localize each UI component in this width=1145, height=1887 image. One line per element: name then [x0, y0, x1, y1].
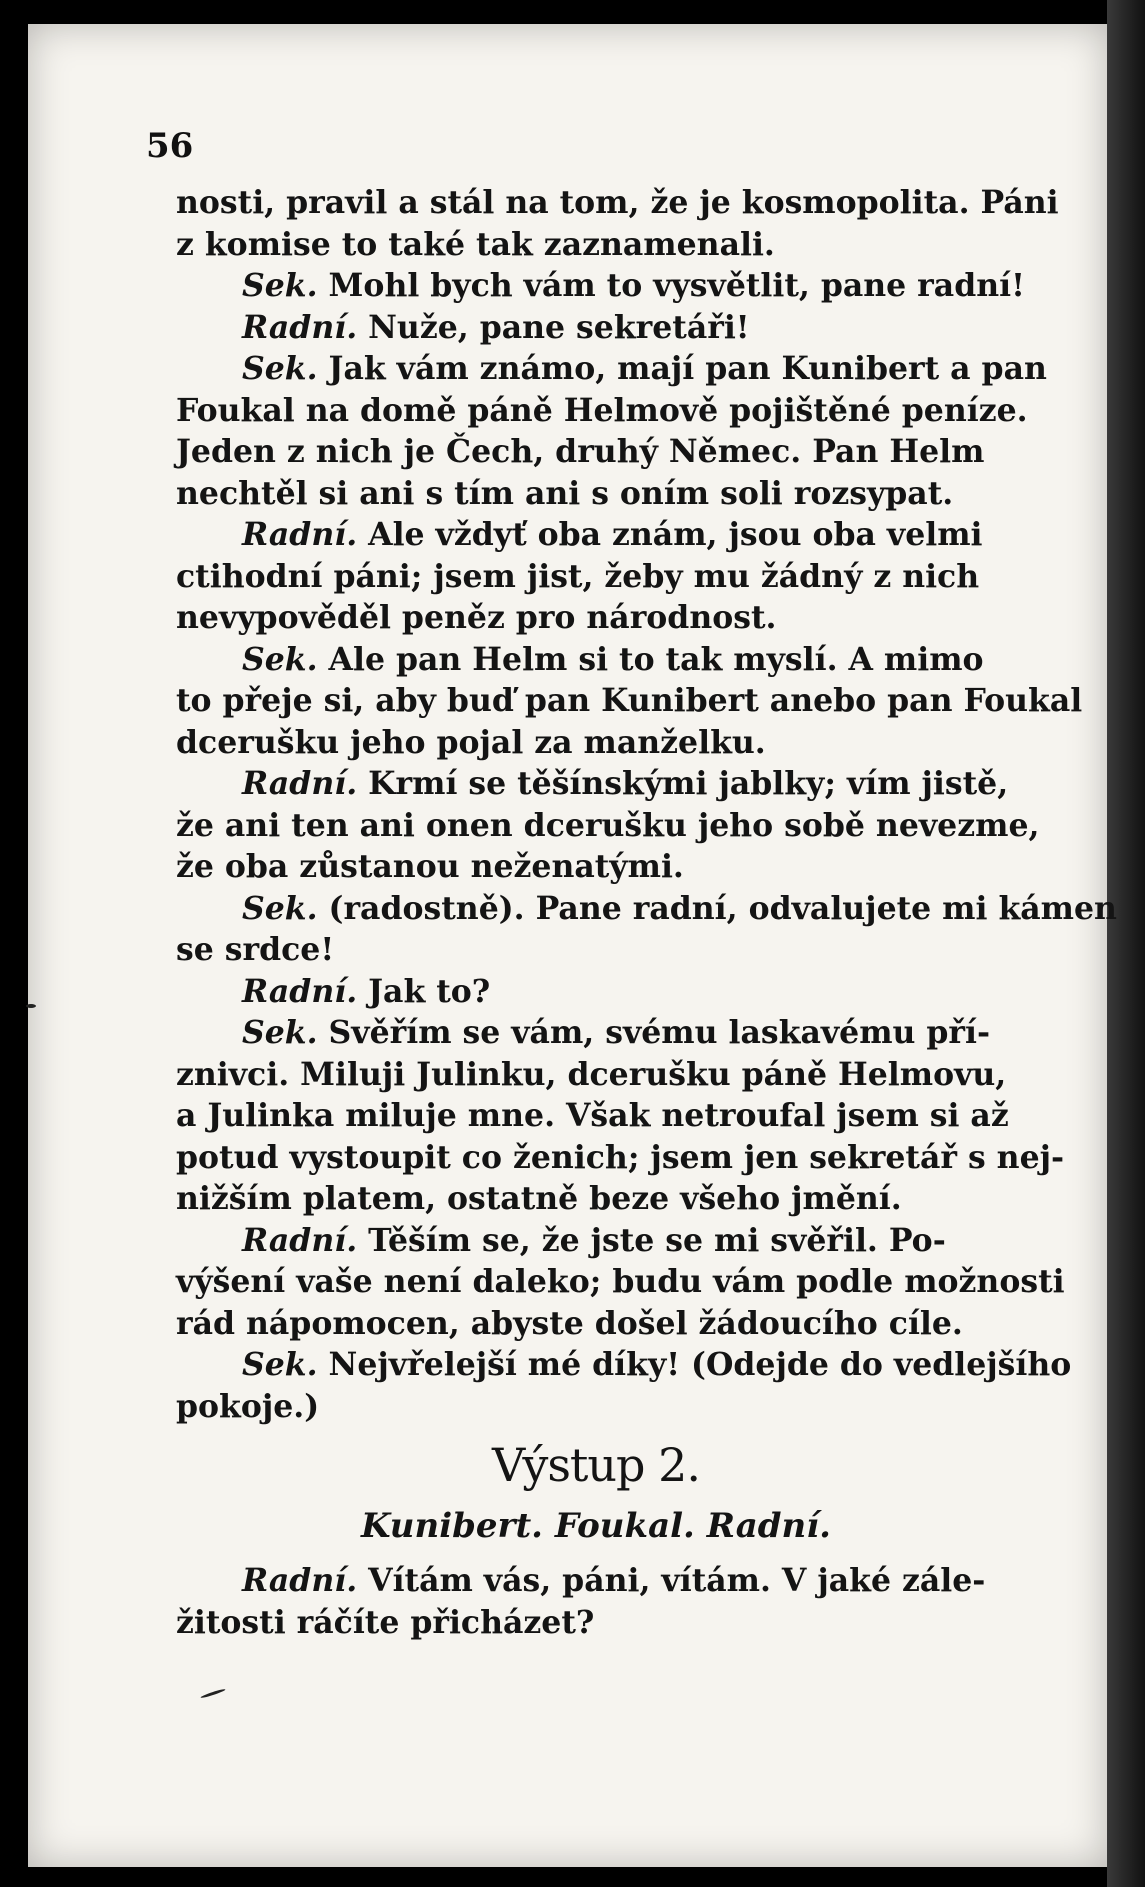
speaker-name: Radní. — [242, 1221, 358, 1259]
speaker-name: Sek. — [242, 889, 318, 927]
text-line — [176, 1095, 1016, 1137]
text-line — [176, 1220, 1016, 1262]
line-text: Nejvřelejší mé díky! (Odejde do vedlejšího — [317, 1346, 1072, 1383]
line-text: Jeden z nich je Čech, druhý Němec. Pan Helm — [176, 433, 985, 470]
dialogue-text — [176, 182, 1117, 1427]
text-line — [176, 888, 1117, 930]
text-line — [176, 597, 1016, 639]
line-text: nechtěl si ani s tím ani s oním soli rozsypat. — [176, 474, 954, 512]
line-text: a Julinka miluje mne. Však netroufal jsem si až — [176, 1097, 1009, 1134]
line-text: Foukal na domě páně Helmově pojištěné peníze. — [176, 391, 1028, 429]
text-line — [176, 1178, 1016, 1220]
text-line — [176, 265, 1025, 307]
text-line — [176, 473, 1016, 515]
text-line — [176, 763, 1016, 805]
line-text: že oba zůstanou neženatými. — [176, 848, 684, 885]
speaker-name: Radní. — [242, 972, 358, 1010]
text-line — [176, 722, 1016, 764]
line-text: žitosti ráčíte přicházet? — [176, 1603, 595, 1641]
text-line — [176, 1303, 1016, 1345]
line-text: Mohl bych vám to vysvětlit, pane radní! — [317, 267, 1025, 304]
line-text: Jak vám známo, mají pan Kunibert a pan — [317, 350, 1047, 387]
line-text: ctihodní páni; jsem jist, žeby mu žádný z nich — [176, 557, 980, 595]
line-text: potud vystoupit co ženich; jsem jen sekretář s nej- — [176, 1138, 1065, 1176]
line-text: rád nápomocen, abyste došel žádoucího cíle. — [176, 1304, 963, 1342]
text-line — [176, 1261, 1065, 1303]
line-text: Vítám vás, páni, vítám. V jaké zále- — [357, 1562, 986, 1599]
page-edge-shadow — [1107, 0, 1145, 1887]
text-line — [176, 556, 1016, 598]
line-text: nižším platem, ostatně beze všeho jmění. — [176, 1180, 902, 1217]
text-line — [176, 514, 1016, 556]
scene-cast: Kunibert. Foukal. Radní. — [360, 1506, 832, 1546]
text-line — [176, 971, 1016, 1013]
text-line — [176, 1344, 1072, 1386]
line-text: Ale vždyť oba znám, jsou oba velmi — [357, 516, 983, 553]
speaker-name: Sek. — [242, 267, 318, 304]
text-line — [176, 805, 1040, 847]
text-line — [176, 431, 1016, 473]
line-text: znivci. Miluji Julinku, dcerušku páně Helmovu, — [176, 1055, 1007, 1093]
speaker-name: Sek. — [242, 640, 318, 678]
speaker-name: Sek. — [242, 1346, 318, 1383]
text-line — [176, 307, 1016, 349]
text-line — [176, 1386, 1016, 1428]
line-text: se srdce! — [176, 931, 335, 968]
text-line — [176, 1012, 1016, 1054]
speaker-name: Radní. — [242, 308, 358, 346]
line-text: to přeje si, aby buď pan Kunibert anebo pan Foukal — [176, 682, 1083, 719]
dialogue-text-continued — [176, 1560, 1016, 1643]
text-line — [176, 929, 1016, 971]
text-line — [176, 1054, 1016, 1096]
text-line — [176, 1602, 1016, 1644]
speaker-name: Radní. — [242, 516, 358, 553]
line-text: Krmí se těšínskými jablky; vím jistě, — [357, 765, 1009, 802]
speaker-name: Sek. — [242, 1014, 318, 1051]
line-text: nosti, pravil a stál na tom, že je kosmopolita. Páni — [176, 184, 1059, 221]
line-text: dcerušku jeho pojal za manželku. — [176, 723, 766, 761]
text-line — [176, 680, 1083, 722]
line-text: Ale pan Helm si to tak myslí. A mimo — [317, 640, 984, 678]
text-line — [176, 224, 1016, 266]
text-line — [176, 390, 1028, 432]
line-text: z komise to také tak zaznamenali. — [176, 225, 775, 263]
text-line — [176, 846, 1016, 888]
speaker-name: Sek. — [242, 350, 318, 387]
line-text: že ani ten ani onen dcerušku jeho sobě nevezme, — [176, 806, 1040, 844]
line-text: výšení vaše není daleko; budu vám podle možnosti — [176, 1263, 1065, 1300]
line-text: (radostně). Pane radní, odvalujete mi kámen — [317, 889, 1117, 927]
scene-title: Výstup 2. — [491, 1438, 701, 1492]
line-text: Jak to? — [357, 972, 491, 1010]
text-line — [176, 639, 1016, 681]
paper-speck — [26, 1004, 36, 1008]
line-text: Těším se, že jste se mi svěřil. Po- — [357, 1221, 946, 1259]
text-line — [176, 182, 1059, 224]
line-text: pokoje.) — [176, 1387, 320, 1425]
text-line — [176, 1560, 1016, 1602]
speaker-name: Radní. — [242, 1562, 358, 1599]
page-number: 56 — [146, 126, 194, 166]
line-text: Nuže, pane sekretáři! — [357, 308, 750, 346]
speaker-name: Radní. — [242, 765, 358, 802]
text-line — [176, 348, 1047, 390]
line-text: nevypověděl peněz pro národnost. — [176, 599, 777, 636]
text-line — [176, 1137, 1065, 1179]
line-text: Svěřím se vám, svému laskavému pří- — [317, 1014, 991, 1051]
